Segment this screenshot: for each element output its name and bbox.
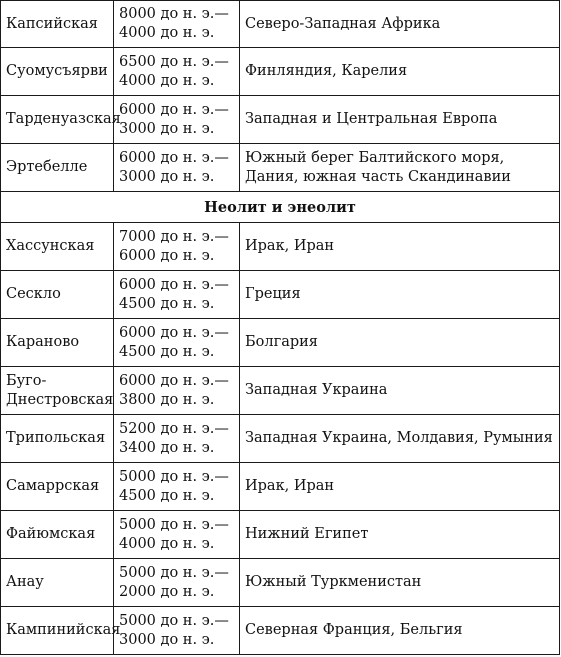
date-to: 3400 до н. э. bbox=[119, 439, 215, 456]
culture-dates bbox=[114, 415, 240, 463]
culture-region: Западная Украина, Молдавия, Румыния bbox=[240, 415, 560, 463]
date-to: 6000 до н. э. bbox=[119, 247, 215, 264]
culture-dates bbox=[114, 48, 240, 96]
date-to: 3000 до н. э. bbox=[119, 631, 215, 648]
date-to: 4500 до н. э. bbox=[119, 343, 215, 360]
section-header: Неолит и энеолит bbox=[1, 192, 560, 223]
culture-name: Трипольская bbox=[1, 415, 114, 463]
date-to: 4000 до н. э. bbox=[119, 25, 215, 41]
date-from: 5000 до н. э.— bbox=[119, 564, 229, 581]
culture-region: Болгария bbox=[240, 319, 560, 367]
date-from: 6000 до н. э.— bbox=[119, 149, 229, 166]
date-from: 5000 до н. э.— bbox=[119, 516, 229, 533]
culture-region: Южный берег Балтийского моря, Дания, южная часть Скандинавии bbox=[240, 144, 560, 192]
culture-dates bbox=[114, 144, 240, 192]
date-from: 7000 до н. э.— bbox=[119, 228, 229, 245]
date-to: 4000 до н. э. bbox=[119, 535, 215, 552]
date-from: 6000 до н. э.— bbox=[119, 372, 229, 389]
table-row bbox=[1, 223, 560, 271]
culture-name: Эртебелле bbox=[1, 144, 114, 192]
culture-dates bbox=[114, 271, 240, 319]
culture-name: Суомусъярви bbox=[1, 48, 114, 96]
date-to: 4500 до н. э. bbox=[119, 295, 215, 312]
table-row bbox=[1, 48, 560, 96]
culture-dates bbox=[114, 607, 240, 655]
date-from: 5000 до н. э.— bbox=[119, 468, 229, 485]
date-to: 3000 до н. э. bbox=[119, 120, 215, 137]
culture-region: Греция bbox=[240, 271, 560, 319]
culture-name: Хассунская bbox=[1, 223, 114, 271]
date-to: 2000 до н. э. bbox=[119, 583, 215, 600]
culture-region: Западная и Центральная Европа bbox=[240, 96, 560, 144]
date-from: 5000 до н. э.— bbox=[119, 612, 229, 629]
table-row bbox=[1, 271, 560, 319]
table-row bbox=[1, 607, 560, 655]
table-row bbox=[1, 511, 560, 559]
culture-name: Буго-Днестровская bbox=[1, 367, 114, 415]
date-to: 3800 до н. э. bbox=[119, 391, 215, 408]
culture-name: Кампинийская bbox=[1, 607, 114, 655]
culture-name: Капсийская bbox=[1, 1, 114, 48]
table-row bbox=[1, 463, 560, 511]
culture-region: Западная Украина bbox=[240, 367, 560, 415]
date-from: 6500 до н. э.— bbox=[119, 53, 229, 70]
table-row bbox=[1, 319, 560, 367]
date-from: 5200 до н. э.— bbox=[119, 420, 229, 437]
culture-region: Северная Франция, Бельгия bbox=[240, 607, 560, 655]
culture-dates bbox=[114, 511, 240, 559]
table-row bbox=[1, 367, 560, 415]
culture-dates bbox=[114, 1, 240, 48]
culture-region: Северо-Западная Африка bbox=[240, 1, 560, 48]
table-row bbox=[1, 415, 560, 463]
date-to: 4500 до н. э. bbox=[119, 487, 215, 504]
date-to: 4000 до н. э. bbox=[119, 72, 215, 89]
culture-dates bbox=[114, 223, 240, 271]
table-row bbox=[1, 96, 560, 144]
culture-region: Ирак, Иран bbox=[240, 223, 560, 271]
table-row bbox=[1, 1, 560, 48]
culture-dates bbox=[114, 463, 240, 511]
date-from: 6000 до н. э.— bbox=[119, 101, 229, 118]
culture-name: Караново bbox=[1, 319, 114, 367]
culture-name: Файюмская bbox=[1, 511, 114, 559]
culture-name: Сескло bbox=[1, 271, 114, 319]
table-row bbox=[1, 144, 560, 192]
culture-dates bbox=[114, 96, 240, 144]
date-from: 8000 до н. э.— bbox=[119, 6, 229, 22]
culture-dates bbox=[114, 367, 240, 415]
culture-name: Самаррская bbox=[1, 463, 114, 511]
table-row bbox=[1, 559, 560, 607]
culture-region: Южный Туркменистан bbox=[240, 559, 560, 607]
date-to: 3000 до н. э. bbox=[119, 168, 215, 185]
culture-region: Финляндия, Карелия bbox=[240, 48, 560, 96]
culture-dates bbox=[114, 559, 240, 607]
culture-name: Анау bbox=[1, 559, 114, 607]
culture-dates bbox=[114, 319, 240, 367]
section-header-row bbox=[1, 192, 560, 223]
date-from: 6000 до н. э.— bbox=[119, 276, 229, 293]
culture-name: Тарденуазская bbox=[1, 96, 114, 144]
date-from: 6000 до н. э.— bbox=[119, 324, 229, 341]
culture-region: Ирак, Иран bbox=[240, 463, 560, 511]
culture-region: Нижний Египет bbox=[240, 511, 560, 559]
